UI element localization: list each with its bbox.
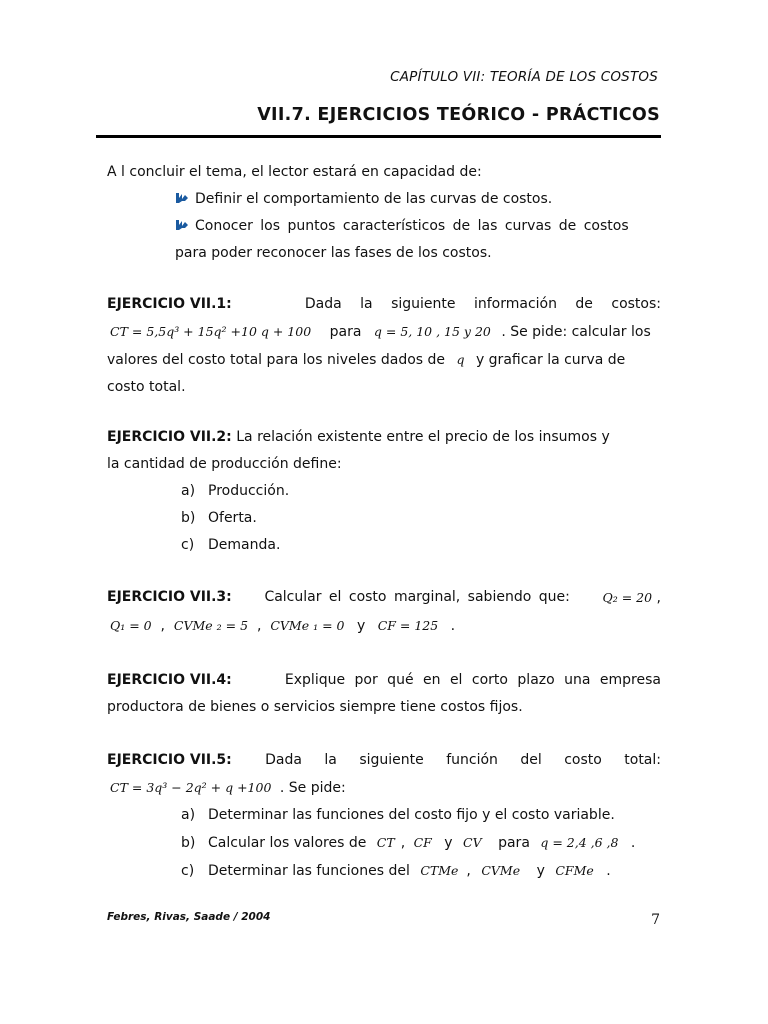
ex2-label: EJERCICIO VII.2: [107, 429, 232, 445]
ex1-label: EJERCICIO VII.1: [107, 296, 232, 312]
ex3-q2: Q₂ = 20 [602, 590, 653, 605]
option-marker: c) [181, 537, 195, 553]
ex3-cvme1: CVMe ₁ = 0 [270, 618, 345, 633]
intro-bullet-1 [107, 186, 661, 213]
ex1-text-b: . Se pide: calcular los [501, 324, 651, 340]
exercise-5 [107, 747, 661, 885]
intro-bullet-2-text: Conocer los puntos característicos de las curvas de costos [195, 218, 629, 234]
ex3-q2-wrap: Q₂ = 20 , [602, 590, 661, 606]
ex2-option-c [107, 532, 661, 559]
math-cv: CV [463, 835, 482, 850]
ex3-q1: Q₁ = 0 [110, 618, 152, 633]
item-text: Determinar las funciones del [208, 863, 410, 879]
ex1-line3-text: valores del costo total para los niveles dados de [107, 352, 446, 368]
intro-block [107, 159, 661, 267]
ex2-option-b [107, 505, 661, 532]
ex5-item-c: c) Determinar las funciones del CTMe , CVMe y CFMe . [107, 857, 661, 885]
ex5-item-b: b) Calcular los valores de CT , CF y CV para q = 2,4 ,6 ,8 . [107, 829, 661, 857]
item-marker: c) [181, 863, 195, 879]
header-rule [96, 135, 661, 138]
item-y: y [536, 863, 545, 879]
math-ct: CT [376, 835, 395, 850]
ex2-text: La relación existente entre el precio de los insumos y [236, 429, 610, 445]
option-marker: b) [181, 510, 196, 526]
option-text: Oferta. [208, 510, 257, 526]
ex3-cvme2: CVMe ₂ = 5 [173, 618, 249, 633]
ex3-line-1 [107, 584, 661, 612]
comma: , [156, 618, 170, 634]
ex1-line-3 [107, 346, 661, 374]
exercise-3 [107, 584, 661, 640]
intro-bullet-2-head [175, 213, 629, 240]
ex2-option-a [107, 478, 661, 505]
ex1-line-4: costo total. [107, 379, 186, 395]
ex3-cf: CF = 125 [377, 618, 439, 633]
ex5-item-a [107, 802, 661, 829]
ex3-text: Calcular el costo marginal, sabiendo que: [264, 589, 570, 605]
ex5-line-1 [107, 747, 661, 774]
exercise-1 [107, 291, 661, 401]
math-ctme: CTMe [420, 863, 459, 878]
intro-bullet-1-text: Definir el comportamiento de las curvas de costos. [195, 191, 553, 207]
item-marker: a) [181, 807, 196, 823]
ex5-text: Dada la siguiente función del costo total: [265, 752, 661, 768]
section-title: VII.7. EJERCICIOS TEÓRICO - PRÁCTICOS [257, 105, 660, 125]
ex3-end: . [450, 618, 456, 634]
ex5-formula: CT = 3q³ − 2q² + q +100 [110, 780, 272, 795]
ex5-line-2 [107, 774, 661, 802]
item-end: . [630, 835, 636, 851]
option-text: Demanda. [208, 537, 281, 553]
arrow-bullet-icon [175, 192, 189, 204]
ex3-label: EJERCICIO VII.3: [107, 589, 232, 605]
ex1-formula: CT = 5,5q³ + 15q² +10 q + 100 [110, 324, 312, 339]
ex5-se-pide: . Se pide: [279, 780, 346, 796]
ex1-para: para [329, 324, 362, 340]
exercise-2 [107, 424, 661, 559]
item-end: . [606, 863, 611, 879]
ex4-line-1 [107, 667, 661, 694]
footer-authors: Febres, Rivas, Saade / 2004 [107, 911, 271, 923]
option-marker: a) [181, 483, 196, 499]
ex1-text-a: Dada la siguiente información de costos: [304, 296, 661, 312]
comma: , [252, 618, 266, 634]
math-cfme: CFMe [555, 863, 594, 878]
intro-lead: A l concluir el tema, el lector estará en capacidad de: [107, 164, 482, 180]
ex4-line-2: productora de bienes o servicios siempre tiene costos fijos. [107, 699, 523, 715]
ex4-label: EJERCICIO VII.4: [107, 672, 232, 688]
chapter-header: CAPÍTULO VII: TEORÍA DE LOS COSTOS [390, 69, 658, 85]
option-text: Producción. [208, 483, 290, 499]
item-marker: b) [181, 835, 196, 851]
exercise-4 [107, 667, 661, 721]
item-para: para [498, 835, 530, 851]
ex2-line-1 [107, 424, 661, 451]
item-text: Calcular los valores de [208, 835, 367, 851]
math-cvme: CVMe [481, 863, 521, 878]
item-text: Determinar las funciones del costo fijo y el costo variable. [208, 807, 615, 823]
page-number: 7 [651, 912, 660, 928]
ex1-line-2 [107, 318, 661, 346]
ex1-line-1 [107, 291, 661, 318]
ex1-q-values: q = 5, 10 , 15 y 20 [373, 324, 491, 339]
ex4-text: Explique por qué en el corto plazo una empresa [284, 672, 661, 688]
intro-bullet-2-cont: para poder reconocer las fases de los costos. [175, 245, 492, 261]
ex3-line-2 [107, 612, 661, 640]
ex5-label: EJERCICIO VII.5: [107, 752, 232, 768]
arrow-bullet-icon [175, 219, 189, 231]
math-cf: CF [413, 835, 432, 850]
intro-bullet-2 [107, 213, 661, 240]
ex3-y: y [356, 618, 366, 634]
item-y: y [444, 835, 453, 851]
ex1-line3-end: y graficar la curva de [475, 352, 626, 368]
ex1-q: q [456, 352, 465, 367]
ex2-line-2: la cantidad de producción define: [107, 456, 342, 472]
math-q-values: q = 2,4 ,6 ,8 [540, 835, 619, 850]
